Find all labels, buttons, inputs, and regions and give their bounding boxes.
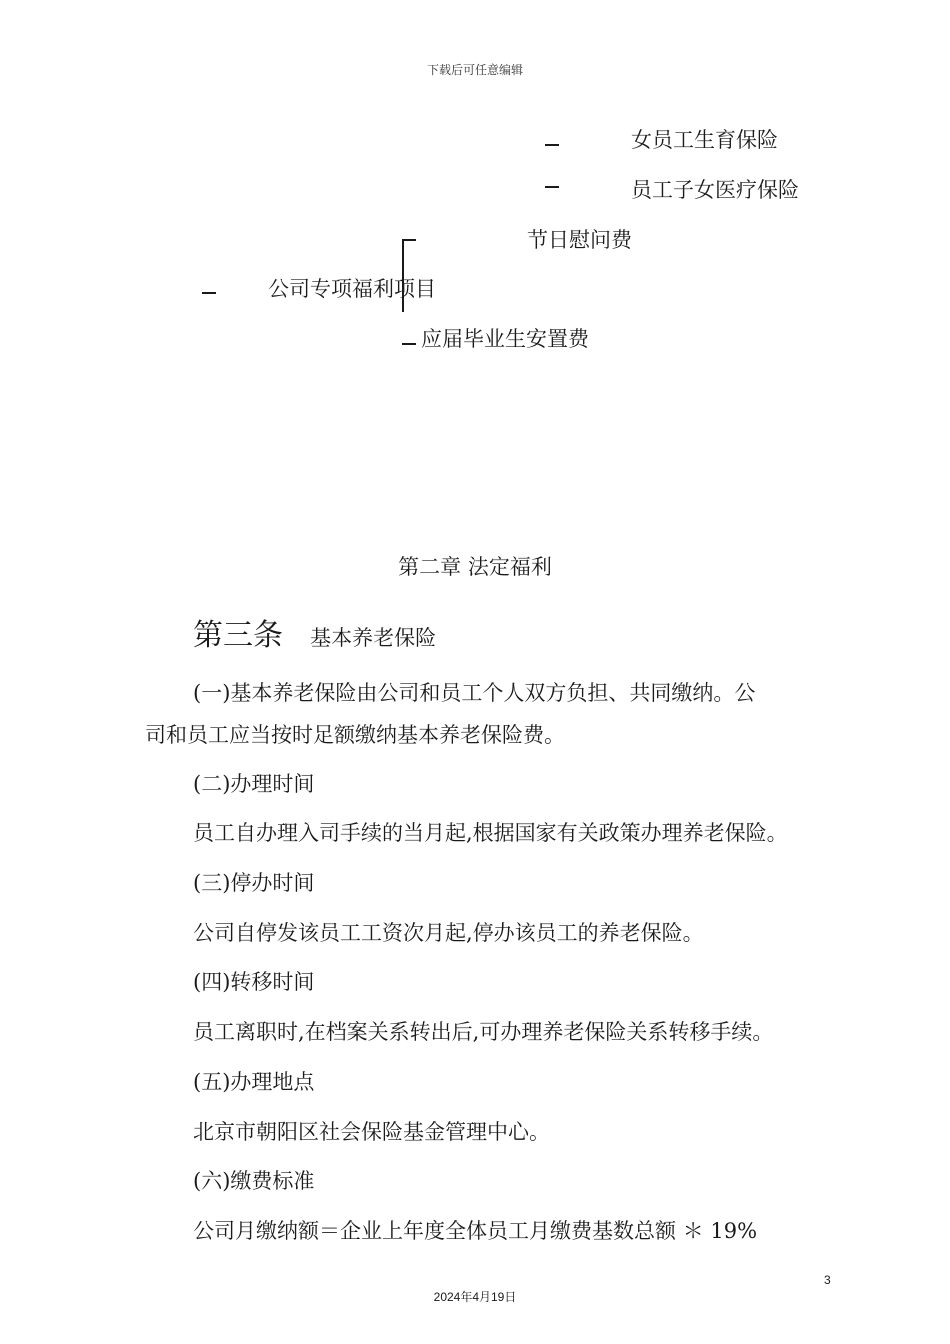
- article-title: 基本养老保险: [310, 626, 437, 650]
- paragraph-11: 公司月缴纳额＝企业上年度全体员工月缴费基数总额 ＊ 19%: [193, 1219, 758, 1243]
- tree-item-graduate: 应届毕业生安置费: [421, 327, 589, 351]
- tree-dash-maternity: [545, 144, 559, 146]
- paragraph-4: (三)停办时间: [193, 871, 315, 895]
- paragraph-5: 公司自停发该员工工资次月起,停办该员工的养老保险。: [193, 921, 704, 945]
- paragraph-6: (四)转移时间: [193, 970, 315, 994]
- bracket-top-tick: [402, 239, 416, 241]
- paragraph-2: (二)办理时间: [193, 772, 315, 796]
- tree-dash-special: [202, 292, 216, 294]
- paragraph-7: 员工离职时,在档案关系转出后,可办理养老保险关系转移手续。: [193, 1020, 774, 1044]
- tree-item-special: 公司专项福利项目: [268, 277, 436, 301]
- paragraph-1: (一)基本养老保险由公司和员工个人双方负担、共同缴纳。公: [193, 681, 756, 705]
- tree-dash-graduate: [402, 343, 416, 345]
- tree-dash-child-medical: [545, 186, 559, 188]
- tree-item-child-medical: 员工子女医疗保险: [631, 178, 799, 202]
- paragraph-8: (五)办理地点: [193, 1070, 315, 1094]
- paragraph-1-cont: 司和员工应当按时足额缴纳基本养老保险费。: [145, 723, 565, 747]
- header-note: 下载后可任意编辑: [426, 63, 523, 77]
- page-number: 3: [824, 1273, 831, 1287]
- chapter-title: 第二章 法定福利: [398, 555, 552, 579]
- tree-item-maternity: 女员工生育保险: [631, 128, 778, 152]
- paragraph-9: 北京市朝阳区社会保险基金管理中心。: [193, 1120, 550, 1144]
- paragraph-3: 员工自办理入司手续的当月起,根据国家有关政策办理养老保险。: [193, 821, 788, 845]
- tree-item-holiday: 节日慰问费: [527, 228, 632, 252]
- article-heading: [193, 610, 436, 654]
- footer-date: 2024年4月19日: [433, 1290, 517, 1304]
- paragraph-10: (六)缴费标准: [193, 1169, 315, 1193]
- article-number: 第三条: [193, 618, 283, 653]
